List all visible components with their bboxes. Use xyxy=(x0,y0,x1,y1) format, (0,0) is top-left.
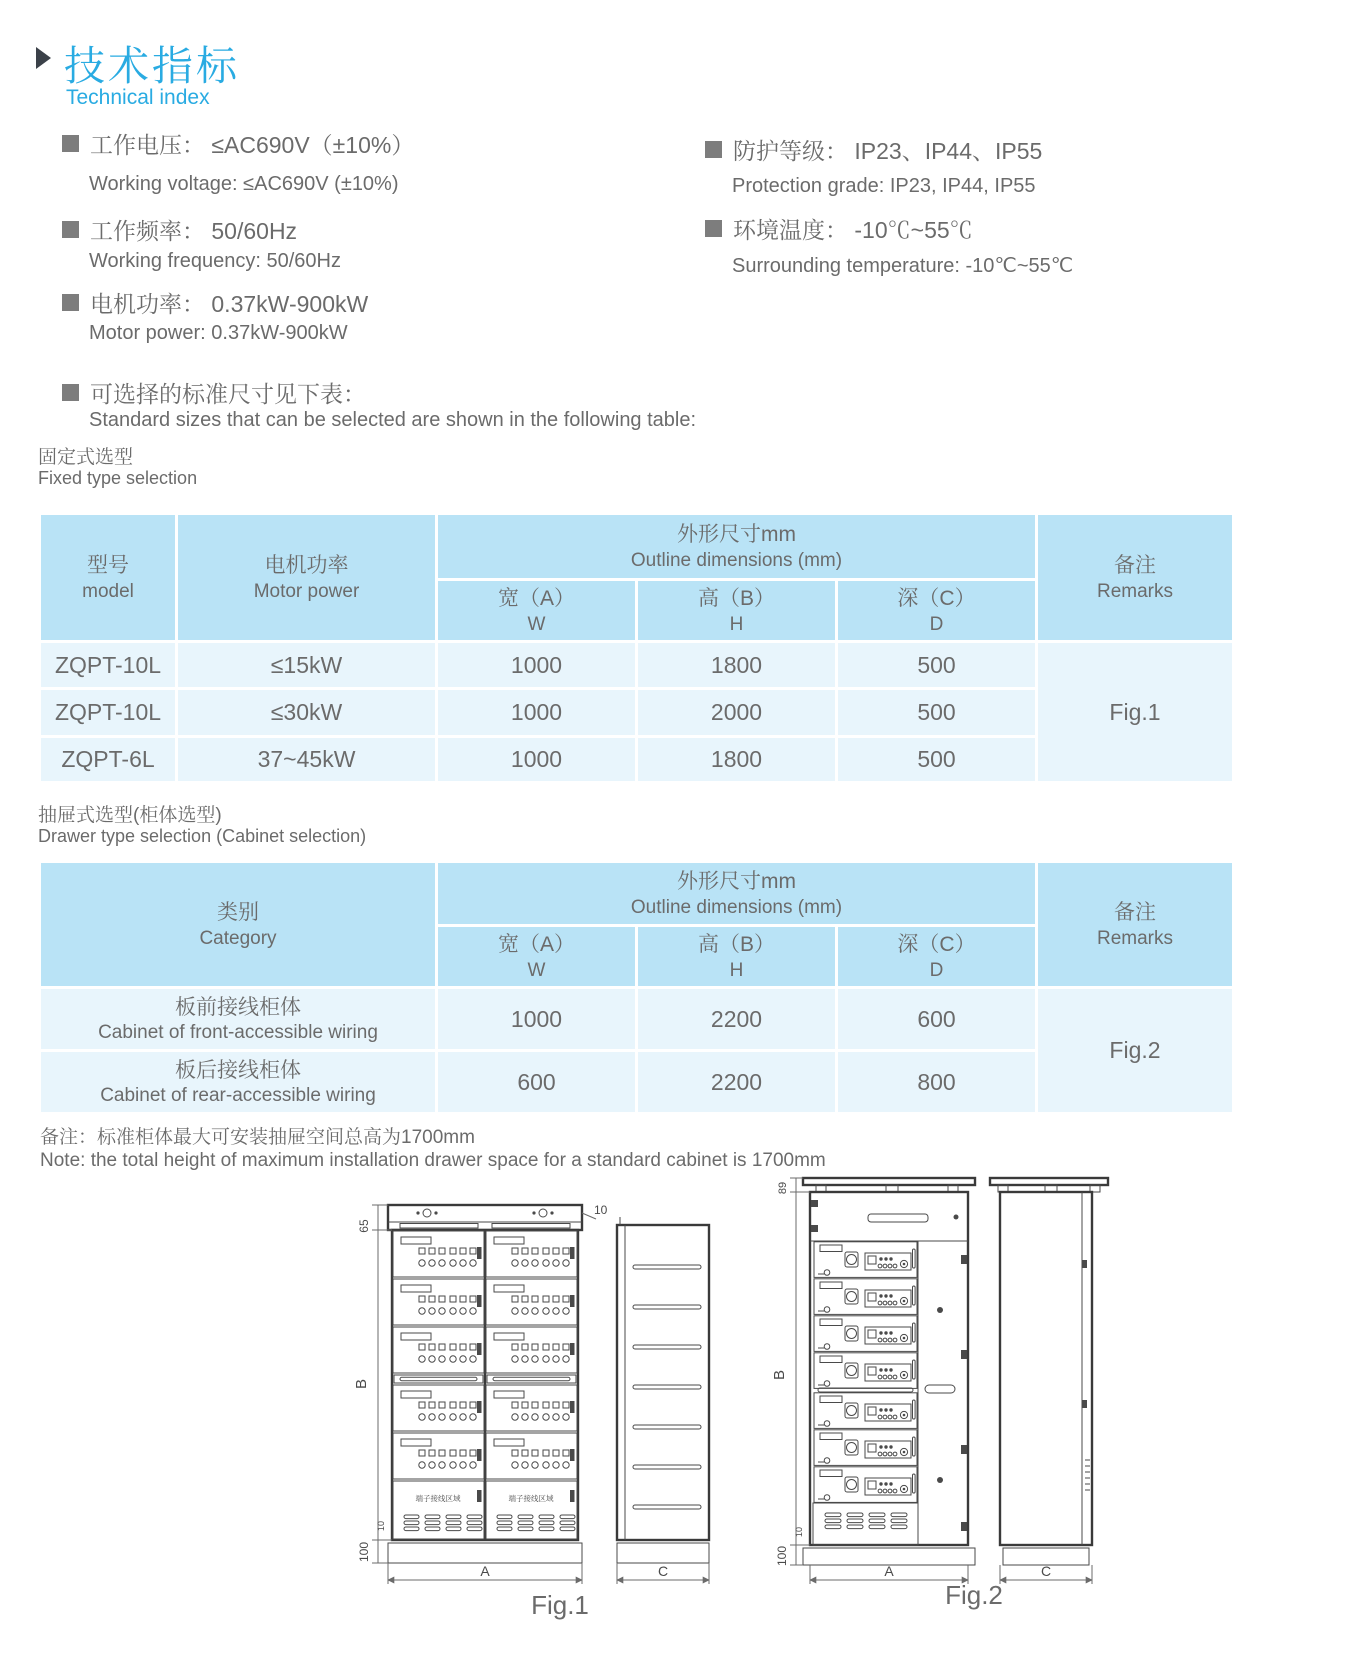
cell-height: 2200 xyxy=(637,988,837,1051)
fig2-dim-B: B xyxy=(771,1369,788,1381)
cell-depth: 500 xyxy=(837,737,1037,783)
col-header-height: 高（B） H xyxy=(637,580,837,642)
fig2-dim-100: 100 xyxy=(775,1545,789,1567)
fig2-dim-10: 10 xyxy=(794,1526,804,1538)
col-header-motor-power: 电机功率 Motor power xyxy=(177,514,437,642)
spec-protection-grade-zh: 防护等级： IP23、IP44、IP55 xyxy=(733,138,1043,164)
col-header-depth: 深（C） D xyxy=(837,926,1037,988)
fig2-dim-89: 89 xyxy=(777,1181,789,1195)
col-header-remarks: 备注 Remarks xyxy=(1037,862,1234,988)
cell-height: 1800 xyxy=(637,737,837,783)
cell-width: 600 xyxy=(437,1051,637,1114)
fig2-caption: Fig.2 xyxy=(945,1580,1003,1610)
cell-depth: 500 xyxy=(837,642,1037,689)
cell-category: 板前接线柜体 Cabinet of front-accessible wiring xyxy=(40,988,437,1051)
cell-power: ≤15kW xyxy=(177,642,437,689)
fixed-table-title-zh: 固定式选型 xyxy=(38,447,134,468)
spec-surrounding-temperature-en: Surrounding temperature: -10℃~55℃ xyxy=(732,255,1074,277)
fig1-dim-10-top-right: 10 xyxy=(594,1203,608,1217)
fig2-drawing xyxy=(740,1170,1120,1590)
bullet-square-icon xyxy=(62,135,79,152)
spec-working-voltage-zh: 工作电压： ≤AC690V（±10%） xyxy=(90,132,415,158)
cell-height: 2000 xyxy=(637,689,837,737)
drawer-table-title-zh: 抽屉式选型(柜体选型) xyxy=(38,805,222,826)
fig1-dim-C: C xyxy=(657,1563,669,1579)
bullet-square-icon xyxy=(62,221,79,238)
col-header-outline-dimensions: 外形尺寸mm Outline dimensions (mm) xyxy=(437,514,1037,580)
col-header-depth: 深（C） D xyxy=(837,580,1037,642)
drawer-type-table xyxy=(38,860,1235,1115)
spec-protection-grade xyxy=(705,133,1042,166)
cell-model: ZQPT-6L xyxy=(40,737,177,783)
spec-surrounding-temperature-zh: 环境温度： -10℃~55℃ xyxy=(733,217,973,243)
spec-working-frequency-zh: 工作频率： 50/60Hz xyxy=(90,218,298,244)
bullet-square-icon xyxy=(62,384,79,401)
cell-power: 37~45kW xyxy=(177,737,437,783)
fixed-table-title-en: Fixed type selection xyxy=(38,468,198,488)
cell-model: ZQPT-10L xyxy=(40,689,177,737)
col-header-category: 类别 Category xyxy=(40,862,437,988)
fig1-dim-10: 10 xyxy=(376,1520,386,1532)
table-row xyxy=(40,642,1234,689)
cell-width: 1000 xyxy=(437,689,637,737)
cell-power: ≤30kW xyxy=(177,689,437,737)
spec-standard-sizes xyxy=(62,376,366,409)
spec-protection-grade-en: Protection grade: IP23, IP44, IP55 xyxy=(732,175,1036,197)
spec-working-voltage-en: Working voltage: ≤AC690V (±10%) xyxy=(89,173,399,195)
cell-remark: Fig.1 xyxy=(1037,642,1234,783)
bullet-square-icon xyxy=(705,141,722,158)
spec-motor-power xyxy=(62,286,368,319)
spec-standard-sizes-en: Standard sizes that can be selected are shown in the following table: xyxy=(89,409,697,431)
table-row xyxy=(40,988,1234,1051)
col-header-model: 型号 model xyxy=(40,514,177,642)
cell-depth: 600 xyxy=(837,988,1037,1051)
note-en: Note: the total height of maximum installation drawer space for a standard cabinet is 1700mm xyxy=(40,1150,826,1171)
cell-depth: 800 xyxy=(837,1051,1037,1114)
cell-remark: Fig.2 xyxy=(1037,988,1234,1114)
fig1-caption: Fig.1 xyxy=(531,1590,589,1620)
cell-height: 1800 xyxy=(637,642,837,689)
col-header-remarks: 备注 Remarks xyxy=(1037,514,1234,642)
page-subtitle: Technical index xyxy=(66,86,210,109)
spec-working-frequency xyxy=(62,213,297,246)
spec-standard-sizes-zh: 可选择的标准尺寸见下表： xyxy=(90,381,366,407)
cell-model: ZQPT-10L xyxy=(40,642,177,689)
bullet-square-icon xyxy=(62,294,79,311)
bullet-square-icon xyxy=(705,220,722,237)
col-header-outline-dimensions: 外形尺寸mm Outline dimensions (mm) xyxy=(437,862,1037,926)
fig1-drawing: 端子接线区域 65 B 10 100 10 A C xyxy=(348,1192,716,1592)
note-zh: 备注：标准柜体最大可安装抽屉空间总高为1700mm xyxy=(40,1127,475,1148)
page-title: 技术指标 xyxy=(64,43,240,89)
cell-width: 1000 xyxy=(437,988,637,1051)
fig1-dim-100: 100 xyxy=(357,1541,371,1563)
cell-category: 板后接线柜体 Cabinet of rear-accessible wiring xyxy=(40,1051,437,1114)
fig2-dim-A: A xyxy=(884,1563,894,1579)
fixed-type-table xyxy=(38,512,1235,784)
spec-surrounding-temperature xyxy=(705,212,973,245)
spec-working-frequency-en: Working frequency: 50/60Hz xyxy=(89,250,341,272)
col-header-width: 宽（A） W xyxy=(437,926,637,988)
fig2-dim-C: C xyxy=(1040,1563,1052,1579)
spec-motor-power-en: Motor power: 0.37kW-900kW xyxy=(89,322,348,344)
fig1-dim-B: B xyxy=(353,1378,370,1390)
drawer-table-title-en: Drawer type selection (Cabinet selection) xyxy=(38,826,367,846)
spec-motor-power-zh: 电机功率： 0.37kW-900kW xyxy=(90,291,369,317)
fig1-dim-A: A xyxy=(480,1563,490,1579)
cell-width: 1000 xyxy=(437,737,637,783)
cell-depth: 500 xyxy=(837,689,1037,737)
cell-height: 2200 xyxy=(637,1051,837,1114)
cell-width: 1000 xyxy=(437,642,637,689)
title-arrow-icon xyxy=(36,47,51,69)
spec-working-voltage xyxy=(62,127,414,160)
col-header-width: 宽（A） W xyxy=(437,580,637,642)
col-header-height: 高（B） H xyxy=(637,926,837,988)
fig1-dim-65: 65 xyxy=(357,1219,371,1233)
